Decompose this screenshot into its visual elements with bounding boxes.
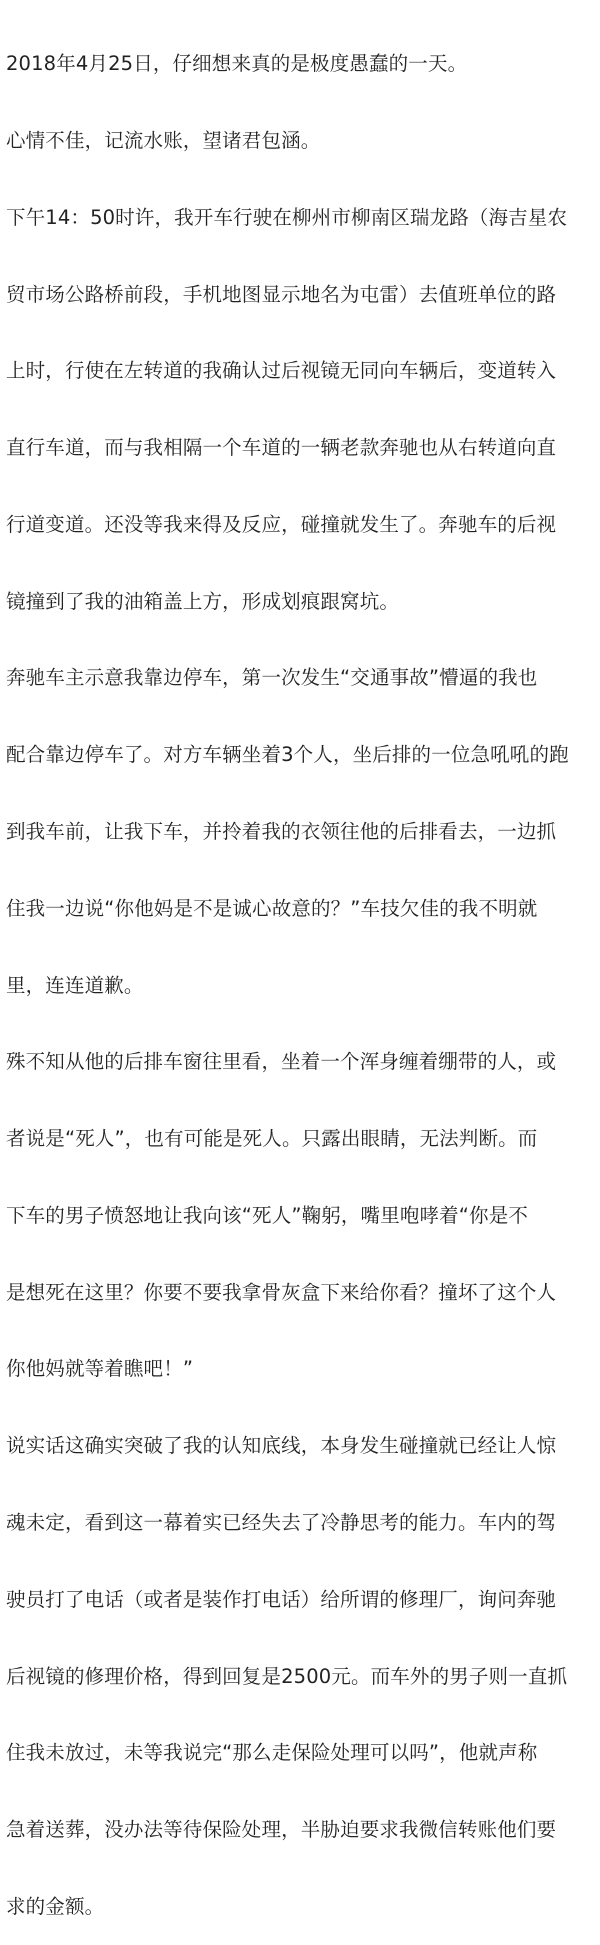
text-line: 心情不佳，记流水账，望诸君包涵。 [6, 128, 321, 152]
text-line: 殊不知从他的后排车窗往里看，坐着一个浑身缠着绷带的人，或 [6, 1050, 557, 1074]
text-line: 者说是“死人”，也有可能是死人。只露出眼睛，无法判断。而 [6, 1127, 538, 1151]
text-line: 求的金额。 [6, 1894, 105, 1918]
text-line: 魂未定，看到这一幕着实已经失去了冷静思考的能力。车内的驾 [6, 1511, 557, 1535]
text-line: 配合靠边停车了。对方车辆坐着3个人，坐后排的一位急吼吼的跑 [6, 743, 569, 767]
text-line: 镜撞到了我的油箱盖上方，形成划痕跟窝坑。 [6, 589, 400, 613]
article-body [6, 0, 596, 1945]
text-line: 上时，行使在左转道的我确认过后视镜无同向车辆后，变道转入 [6, 359, 557, 383]
text-line: 住我未放过，未等我说完“那么走保险处理可以吗”，他就声称 [6, 1741, 538, 1765]
text-line: 说实话这确实突破了我的认知底线，本身发生碰撞就已经让人惊 [6, 1434, 557, 1458]
text-line: 贸市场公路桥前段，手机地图显示地名为屯雷）去值班单位的路 [6, 282, 557, 306]
text-line: 驶员打了电话（或者是装作打电话）给所谓的修理厂，询问奔驰 [6, 1587, 557, 1611]
text-line: 行道变道。还没等我来得及反应，碰撞就发生了。奔驰车的后视 [6, 512, 557, 536]
text-line: 后视镜的修理价格，得到回复是2500元。而车外的男子则一直抓 [6, 1664, 568, 1688]
text-line: 是想死在这里？你要不要我拿骨灰盒下来给你看？撞坏了这个人 [6, 1280, 557, 1304]
text-line: 下车的男子愤怒地让我向该“死人”鞠躬，嘴里咆哮着“你是不 [6, 1203, 529, 1227]
text-line: 直行车道，而与我相隔一个车道的一辆老款奔驰也从右转道向直 [6, 436, 557, 460]
text-line: 到我车前，让我下车，并拎着我的衣领往他的后排看去，一边抓 [6, 820, 557, 843]
text-line: 2018年4月25日，仔细想来真的是极度愚蠢的一天。 [6, 52, 468, 76]
text-line: 奔驰车主示意我靠边停车，第一次发生“交通事故”懵逼的我也 [6, 666, 538, 690]
text-line: 下午14：50时许，我开车行驶在柳州市柳南区瑞龙路（海吉星农 [6, 205, 568, 229]
text-line: 急着送葬，没办法等待保险处理，半胁迫要求我微信转账他们要 [6, 1818, 557, 1842]
text-line: 住我一边说“你他妈是不是诚心故意的？”车技欠佳的我不明就 [6, 896, 538, 920]
text-line: 你他妈就等着瞧吧！” [6, 1357, 194, 1381]
text-line: 里，连连道歉。 [6, 973, 144, 997]
